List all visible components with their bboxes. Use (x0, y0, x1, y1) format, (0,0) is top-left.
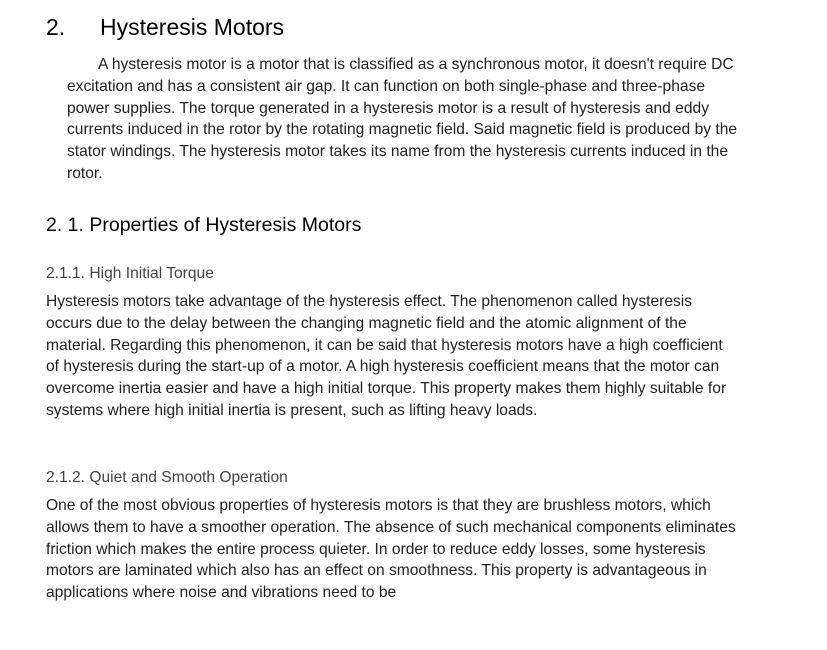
section-title: Hysteresis Motors (100, 14, 285, 40)
subsubsection-heading-high-initial-torque: 2.1.1. High Initial Torque (46, 265, 214, 282)
section-intro-paragraph: A hysteresis motor is a motor that is classified as a synchronous motor, it doesn't require DC excitation and has a consistent air gap. It can function on both single-phase and three-phase power supplies. The torque generated in a hysteresis motor is a result of hysteresis and eddy currents induced in the rotor by the rotating magnetic field. Said magnetic field is produced by the stator windings. The hysteresis motor takes its name from the hysteresis currents induced in the rotor. (67, 56, 738, 182)
subsection-heading: 2. 1. Properties of Hysteresis Motors (46, 214, 362, 236)
paragraph-high-initial-torque: Hysteresis motors take advantage of the hysteresis effect. The phenomenon called hysteresis occurs due to the delay between the changing magnetic field and the atomic alignment of the material. Regarding this phenomenon, it can be said that hysteresis motors have a high coefficient of hysteresis during the start-up of a motor. A high hysteresis coefficient means that the motor can overcome inertia easier and have a high initial torque. This property makes them highly suitable for systems where high initial inertia is present, such as lifting heavy loads. (46, 293, 727, 419)
subsubsection-heading-quiet-smooth-operation: 2.1.2. Quiet and Smooth Operation (46, 469, 288, 486)
paragraph-quiet-smooth-operation: One of the most obvious properties of hysteresis motors is that they are brushless motors, which allows them to have a smoother operation. The absence of such mechanical components eliminates friction which makes the entire process quieter. In order to reduce eddy losses, some hysteresis motors are laminated which also has an effect on smoothness. This property is advantageous in applications where noise and vibrations need to be (46, 497, 736, 602)
section-number: 2. (46, 14, 66, 40)
section-heading (46, 12, 284, 42)
